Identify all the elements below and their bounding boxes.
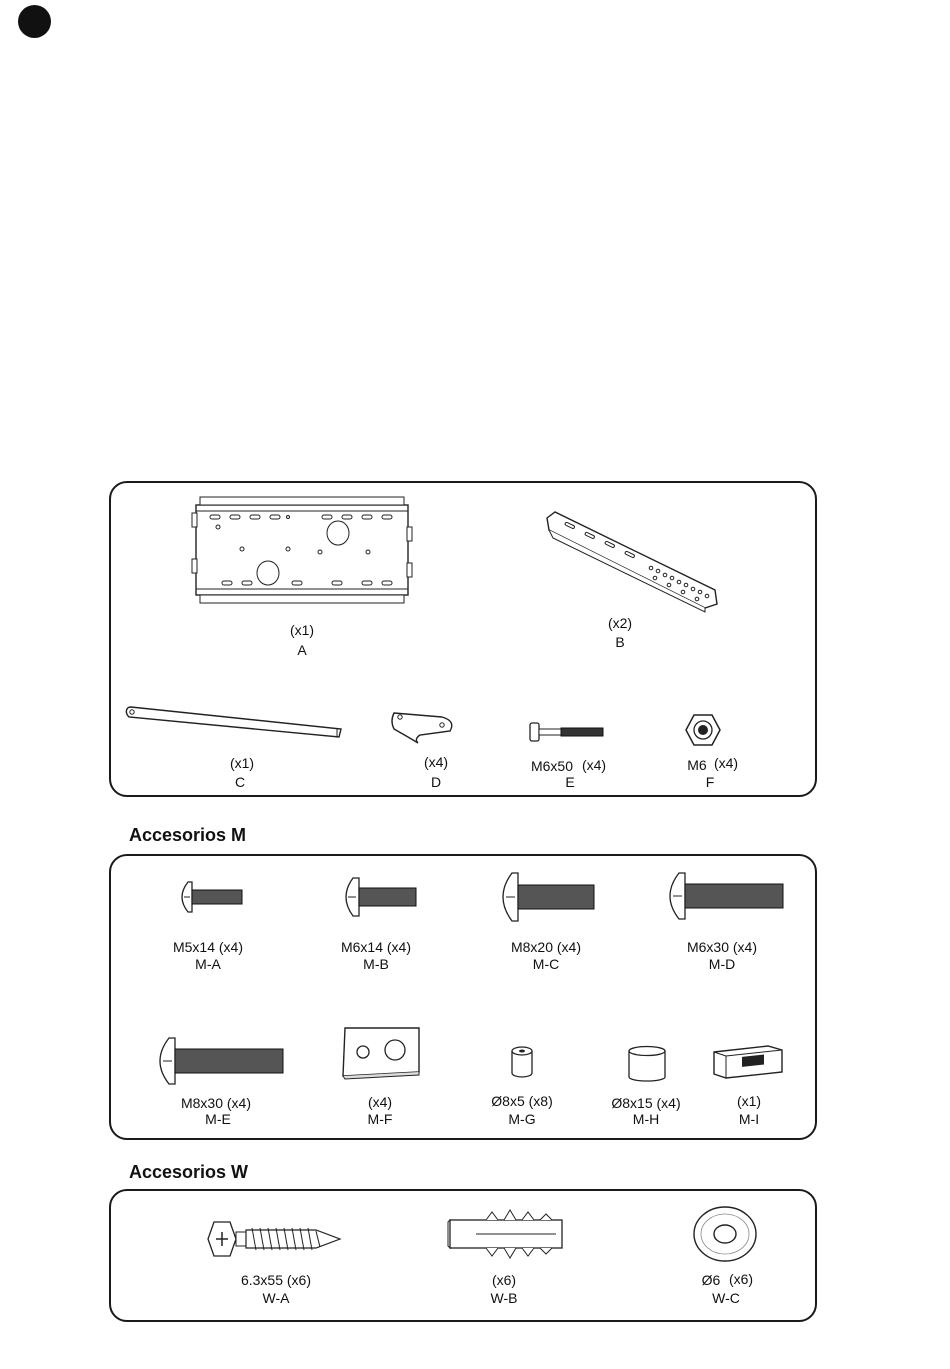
part-f-size: M6 [687, 757, 707, 773]
accessories-w-title: Accesorios W [129, 1162, 249, 1182]
part-b-code: B [615, 634, 625, 650]
part-c-bar [125, 703, 345, 743]
m-i-code: M-I [738, 1111, 760, 1127]
bracket-illustration [545, 508, 725, 613]
m-a-screw [176, 880, 246, 914]
step-marker-dot [18, 5, 51, 38]
w-b-label: (x6) [491, 1272, 517, 1288]
lag-screw-illustration [208, 1218, 342, 1260]
m-a-code: M-A [195, 956, 221, 972]
m-e-code: M-E [205, 1111, 231, 1127]
part-c-code: C [234, 774, 246, 790]
spacer-illustration [625, 1045, 669, 1083]
washer-illustration [692, 1205, 758, 1263]
m-d-screw [665, 871, 787, 921]
screw-illustration [665, 871, 787, 921]
m-b-code: M-B [363, 956, 389, 972]
m-i-level [712, 1042, 784, 1080]
m-g-code: M-G [508, 1111, 536, 1127]
accessories-m-title: Accesorios M [129, 825, 247, 845]
m-f-code: M-F [367, 1111, 393, 1127]
m-c-label: M8x20 (x4) [510, 939, 582, 955]
spirit-level-illustration [712, 1042, 784, 1080]
part-a-wall-plate [192, 497, 412, 607]
m-c-screw [498, 871, 598, 923]
m-h-label: Ø8x15 (x4) [611, 1095, 681, 1111]
m-g-label: Ø8x5 (x8) [491, 1093, 553, 1109]
m-f-label: (x4) [367, 1094, 393, 1110]
screw-illustration [176, 880, 246, 914]
m-b-screw [341, 876, 421, 918]
w-b-code: W-B [490, 1290, 518, 1306]
m-e-label: M8x30 (x4) [180, 1095, 252, 1111]
part-a-qty: (x1) [289, 622, 315, 638]
m-d-code: M-D [708, 956, 736, 972]
part-b-qty: (x2) [607, 615, 633, 631]
part-d-code: D [430, 774, 442, 790]
part-f-code: F [705, 774, 715, 790]
part-c-qty: (x1) [229, 755, 255, 771]
w-c-code: W-C [712, 1290, 740, 1306]
w-a-lag-screw [208, 1218, 342, 1260]
part-f-nut [685, 713, 721, 747]
m-i-label: (x1) [736, 1093, 762, 1109]
m-a-label: M5x14 (x4) [172, 939, 244, 955]
part-e-qty: (x4) [581, 757, 607, 773]
part-b-bracket [545, 508, 725, 613]
m-d-label: M6x30 (x4) [686, 939, 758, 955]
part-f-qty: (x4) [713, 755, 739, 771]
part-d-qty: (x4) [423, 754, 449, 770]
bolt-illustration [528, 720, 608, 744]
hook-illustration [390, 707, 460, 747]
part-a-code: A [297, 642, 307, 658]
screw-illustration [155, 1036, 287, 1086]
m-f-plate [339, 1026, 423, 1080]
m-h-code: M-H [632, 1111, 660, 1127]
spacer-illustration [510, 1045, 534, 1079]
m-e-screw [155, 1036, 287, 1086]
w-c-size: Ø6 [701, 1272, 721, 1288]
w-a-code: W-A [262, 1290, 290, 1306]
bar-illustration [125, 703, 345, 743]
part-d-hook [390, 707, 460, 747]
m-g-spacer [510, 1045, 534, 1079]
m-c-code: M-C [532, 956, 560, 972]
part-e-bolt [528, 720, 608, 744]
part-e-code: E [565, 774, 575, 790]
m-h-spacer [625, 1045, 669, 1083]
wall-plate-illustration [192, 497, 412, 607]
wall-plug-illustration [446, 1208, 570, 1260]
nut-illustration [685, 713, 721, 747]
w-b-wall-plug [446, 1208, 570, 1260]
plate-illustration [339, 1026, 423, 1080]
w-c-washer [692, 1205, 758, 1263]
part-e-size: M6x50 [530, 758, 574, 774]
screw-illustration [498, 871, 598, 923]
screw-illustration [341, 876, 421, 918]
w-a-label: 6.3x55 (x6) [240, 1272, 312, 1288]
w-c-qty: (x6) [728, 1271, 754, 1287]
m-b-label: M6x14 (x4) [340, 939, 412, 955]
